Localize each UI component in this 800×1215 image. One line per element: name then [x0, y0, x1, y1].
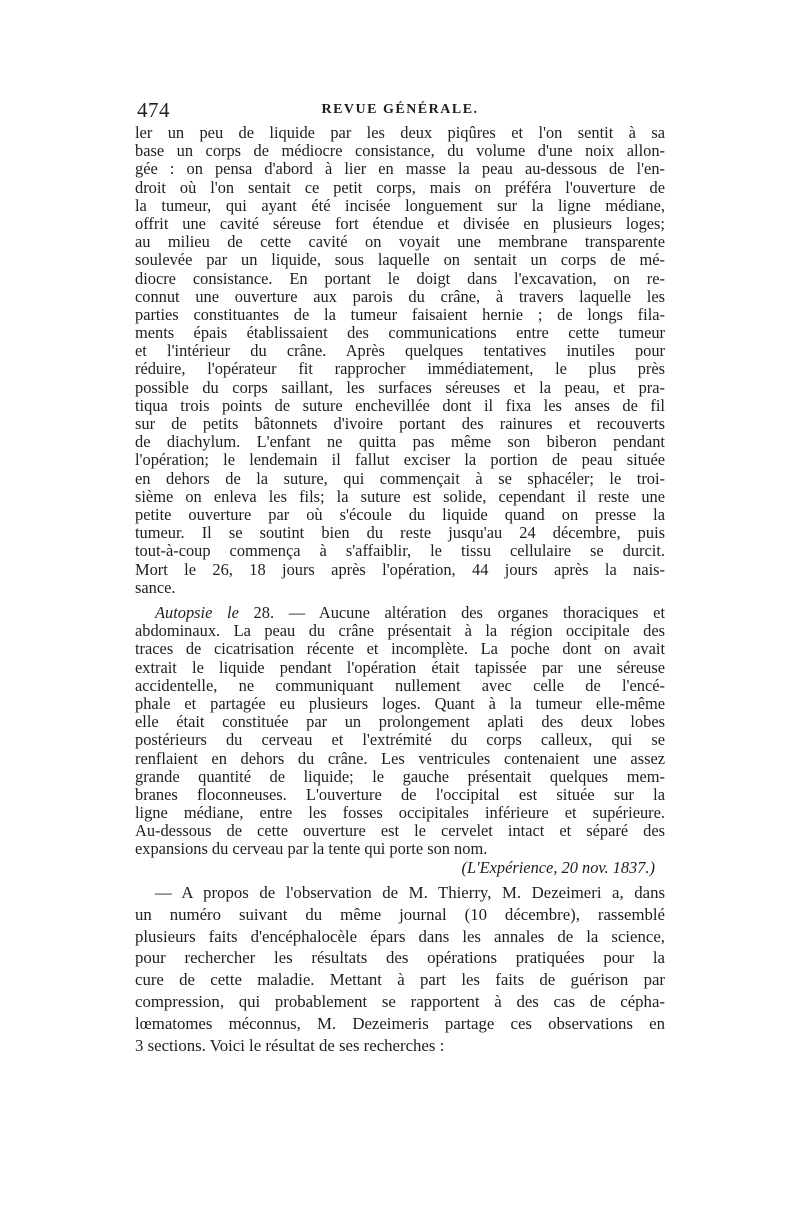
- text-line: droit où l'on sentait ce petit corps, mais on préféra l'ouverture de: [135, 177, 665, 197]
- text-line: compression, qui probablement se rapportent à des cas de cépha-: [135, 991, 665, 1011]
- text-line: sance.: [135, 577, 176, 597]
- page-number: 474: [137, 98, 170, 122]
- text-line: ler un peu de liquide par les deux piqûres et l'on sentit à sa: [135, 123, 665, 142]
- text-line: ligne médiane, entre les fosses occipitales inférieure et supérieure.: [135, 803, 665, 823]
- text-line: sième on enleva les fils; la suture est solide, cependant il reste une: [135, 486, 665, 506]
- text-line: et l'intérieur du crâne. Après quelques tentatives inutiles pour: [135, 341, 665, 361]
- text-line: gée : on pensa d'abord à lier en masse la peau au-dessous de l'en-: [135, 159, 665, 179]
- text-line: [135, 604, 665, 622]
- text-line: soulevée par un liquide, sous laquelle on sentait un corps de mé-: [135, 250, 665, 270]
- text-line: grande quantité de liquide; le gauche présentait quelques mem-: [135, 766, 665, 786]
- text-line: diocre consistance. En portant le doigt dans l'excavation, on re-: [135, 268, 665, 288]
- text-line: branes floconneuses. L'ouverture de l'occipital est située sur la: [135, 784, 665, 804]
- text-line: phale et partagée eu plusieurs loges. Quant à la tumeur elle-même: [135, 693, 665, 713]
- text-line: offrit une cavité séreuse fort étendue et divisée en plusieurs loges;: [135, 213, 665, 233]
- text-line: un numéro suivant du même journal (10 décembre), rassemblé: [135, 904, 665, 924]
- text-line: tumeur. Il se soutint bien du reste jusqu'au 24 décembre, puis: [135, 523, 665, 543]
- text-line: renflaient en dehors du crâne. Les ventricules contenaient une assez: [135, 748, 665, 768]
- paragraph-dezeimeris: [135, 882, 665, 1056]
- text-line: expansions du cerveau par la tente qui porte son nom.: [135, 839, 488, 859]
- text-line: la tumeur, qui ayant été incisée longuement sur la ligne médiane,: [135, 195, 665, 215]
- text-line: connut une ouverture aux parois du crâne, à travers laquelle les: [135, 286, 665, 306]
- text-line: plusieurs faits d'encéphalocèle épars dans les annales de la science,: [135, 926, 665, 946]
- paragraph-autopsy: [135, 604, 665, 877]
- text-line: abdominaux. La peau du crâne présentait à la région occipitale des: [135, 621, 665, 641]
- text-line: cure de cette maladie. Mettant à part les faits de guérison par: [135, 970, 665, 990]
- text-line: extrait le liquide pendant l'opération était tapissée par une séreuse: [135, 657, 665, 677]
- text-line: traces de cicatrisation récente et incomplète. La poche dont on avait: [135, 639, 665, 659]
- text-line: de diachylum. L'enfant ne quitta pas même son biberon pendant: [135, 432, 665, 452]
- text-line: base un corps de médiocre consistance, du volume d'une noix allon-: [135, 141, 665, 161]
- text-line: postérieurs du cerveau et l'extrémité du corps calleux, qui se: [135, 730, 665, 750]
- text-line: lœmatomes méconnus, M. Dezeimeris partage ces observations en: [135, 1013, 665, 1033]
- text-line: parties constituantes de la tumeur faisaient hernie ; de longs fila-: [135, 304, 665, 324]
- text-line: tiqua trois points de suture enchevillée dont il fixa les anses de fil: [135, 395, 665, 415]
- text-line: en dehors de la suture, qui commençait à se sphacéler; le troi-: [135, 468, 665, 488]
- text-line: — A propos de l'observation de M. Thierry, M. Dezeimeri a, dans: [155, 883, 665, 902]
- text-line: accidentelle, ne communiquant nullement avec celle de l'encé-: [135, 675, 665, 695]
- text-line: petite ouverture par où s'écoule du liquide quand on presse la: [135, 504, 665, 524]
- page-header: [135, 98, 665, 122]
- text-line: réduire, l'opérateur fit rapprocher immédiatement, le plus près: [135, 359, 665, 379]
- text-line: tout-à-coup commença à s'affaiblir, le tissu cellulaire se durcit.: [135, 541, 665, 561]
- text-line: possible du corps saillant, les surfaces séreuses et la peau, et pra-: [135, 377, 665, 397]
- text-line: l'opération; le lendemain il fallut exciser la portion de peau située: [135, 450, 665, 470]
- text-line: elle était constituée par un prolongement aplati des deux lobes: [135, 712, 665, 732]
- text-line: pour rechercher les résultats des opérations pratiquées pour la: [135, 948, 665, 968]
- text-line: ments épais établissaient des communications entre cette tumeur: [135, 323, 665, 343]
- citation: (L'Expérience, 20 nov. 1837.): [461, 857, 655, 877]
- text-line: au milieu de cette cavité on voyait une membrane transparente: [135, 232, 665, 252]
- autopsy-lead-rest: 28. — Aucune altération des organes thoraciques et: [238, 603, 665, 622]
- running-head: REVUE GÉNÉRALE.: [321, 102, 479, 117]
- paragraph-case-report: [135, 124, 665, 597]
- text-line: Mort le 26, 18 jours après l'opération, 44 jours après la nais-: [135, 559, 665, 579]
- text-line: sur de petits bâtonnets d'ivoire portant des rainures et recouverts: [135, 414, 665, 433]
- autopsy-lead: Autopsie le: [155, 603, 239, 622]
- text-line: 3 sections. Voici le résultat de ses recherches :: [135, 1035, 445, 1055]
- text-line: Au-dessous de cette ouverture est le cervelet intact et séparé des: [135, 821, 665, 841]
